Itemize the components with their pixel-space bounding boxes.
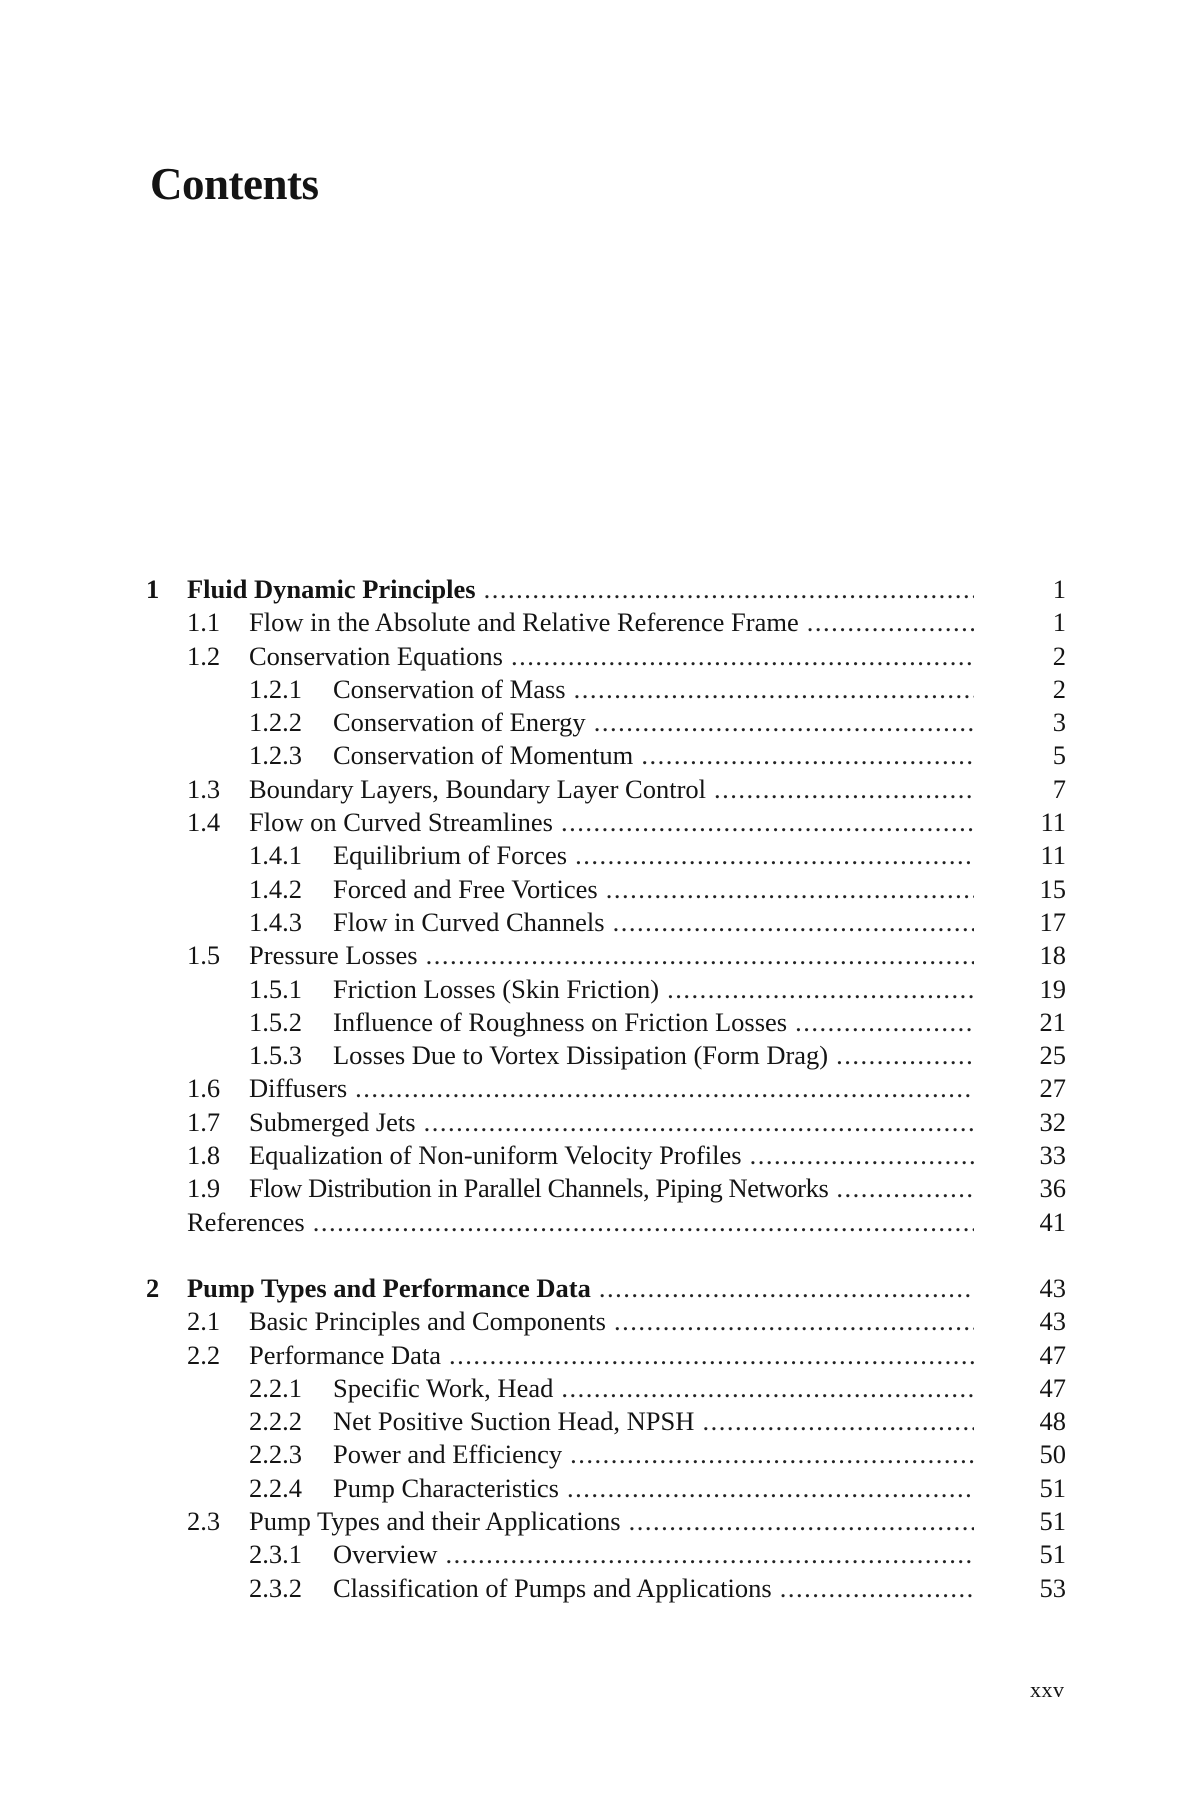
toc-page-number: 43	[1039, 1272, 1066, 1303]
toc-page-number: 53	[1039, 1572, 1066, 1603]
dot-leader	[667, 973, 974, 1006]
dot-leader	[594, 706, 974, 739]
toc-number: 1.4.3	[249, 906, 302, 937]
toc-subsection-1-4-2[interactable]	[146, 873, 1066, 906]
toc-section-1-3[interactable]	[146, 773, 1066, 806]
toc-section-2-1[interactable]	[146, 1305, 1066, 1338]
dot-leader	[449, 1339, 974, 1372]
toc-number: 1.5.3	[249, 1040, 302, 1071]
dot-leader	[836, 1172, 974, 1205]
toc-section-1-5[interactable]	[146, 939, 1066, 972]
dot-leader	[426, 939, 974, 972]
dot-leader	[574, 673, 974, 706]
toc-title: Pressure Losses	[249, 940, 418, 971]
toc-subsection-1-5-1[interactable]	[146, 973, 1066, 1006]
dot-leader	[599, 1272, 974, 1305]
toc-number: 2.2.1	[249, 1372, 302, 1403]
dot-leader	[570, 1438, 974, 1471]
toc-page-number: 17	[1039, 906, 1066, 937]
toc-title: Classification of Pumps and Applications	[333, 1572, 772, 1603]
toc-section-1-1[interactable]	[146, 606, 1066, 639]
toc-number: 1.4.2	[249, 873, 302, 904]
toc-page-number: 51	[1039, 1506, 1066, 1537]
toc-subsection-2-2-2[interactable]	[146, 1405, 1066, 1438]
toc-title: Basic Principles and Components	[249, 1306, 606, 1337]
dot-leader	[780, 1572, 974, 1605]
toc-section-1-2[interactable]	[146, 640, 1066, 673]
toc-page-number: 51	[1039, 1472, 1066, 1503]
toc-number: 2.3.2	[249, 1572, 302, 1603]
dot-leader	[561, 1372, 974, 1405]
toc-title: Specific Work, Head	[333, 1372, 554, 1403]
toc-title: Equilibrium of Forces	[333, 840, 568, 871]
dot-leader	[714, 773, 974, 806]
toc-section-1-7[interactable]	[146, 1106, 1066, 1139]
dot-leader	[424, 1106, 974, 1139]
toc-subsection-1-5-2[interactable]	[146, 1006, 1066, 1039]
toc-number: 1.3	[187, 773, 221, 804]
toc-page-number: 47	[1039, 1339, 1066, 1370]
toc-section-1-8[interactable]	[146, 1139, 1066, 1172]
toc-number: 2.2	[187, 1339, 221, 1370]
toc-page-number: 21	[1039, 1006, 1066, 1037]
toc-subsection-2-3-1[interactable]	[146, 1538, 1066, 1571]
toc-page-number: 43	[1039, 1306, 1066, 1337]
toc-title: Friction Losses (Skin Friction)	[333, 973, 660, 1004]
toc-subsection-1-2-1[interactable]	[146, 673, 1066, 706]
toc-title: Conservation of Mass	[333, 673, 566, 704]
dot-leader	[567, 1472, 974, 1505]
toc-section-2-2[interactable]	[146, 1339, 1066, 1372]
toc-title: Pump Types and their Applications	[249, 1506, 621, 1537]
toc-number: 2.2.3	[249, 1439, 302, 1470]
toc-page-number: 27	[1039, 1073, 1066, 1104]
toc-title: Diffusers	[249, 1073, 348, 1104]
toc-title: Conservation of Momentum	[333, 740, 634, 771]
toc-title: Pump Types and Performance Data	[187, 1272, 591, 1303]
toc-page-number: 48	[1039, 1406, 1066, 1437]
toc-number: 2.2.2	[249, 1406, 302, 1437]
toc-section-1-4[interactable]	[146, 806, 1066, 839]
toc-page-number: 25	[1039, 1040, 1066, 1071]
toc-section-1-6[interactable]	[146, 1072, 1066, 1105]
toc-chapter-2[interactable]	[146, 1272, 1066, 1305]
dot-leader	[575, 839, 974, 872]
toc-title: Fluid Dynamic Principles	[187, 574, 476, 604]
toc-subsection-2-2-1[interactable]	[146, 1372, 1066, 1405]
dot-leader	[641, 739, 974, 772]
toc-number: 1.5.2	[249, 1006, 302, 1037]
toc-number: 2.3	[187, 1506, 221, 1537]
dot-leader	[836, 1039, 974, 1072]
toc-number: 1.4	[187, 807, 221, 838]
toc-page-number: 41	[1039, 1206, 1066, 1237]
dot-leader	[446, 1538, 975, 1571]
toc-number: 1.2.3	[249, 740, 302, 771]
toc-section-2-3[interactable]	[146, 1505, 1066, 1538]
toc-page-number: 18	[1039, 940, 1066, 971]
toc-title: Flow Distribution in Parallel Channels, Piping Networks	[249, 1173, 829, 1204]
toc-page-number: 51	[1039, 1539, 1066, 1570]
toc-page-number: 50	[1039, 1439, 1066, 1470]
toc-title: Influence of Roughness on Friction Losses	[333, 1006, 788, 1037]
toc-page-number: 11	[1040, 807, 1066, 838]
toc-number: 1.6	[187, 1073, 221, 1104]
toc-page-number: 19	[1039, 973, 1066, 1004]
toc-title: Power and Efficiency	[333, 1439, 563, 1470]
toc-page-number: 36	[1039, 1173, 1066, 1204]
toc-number: 1.2.2	[249, 707, 302, 738]
toc-title: Submerged Jets	[249, 1106, 416, 1137]
toc-title: Overview	[333, 1539, 438, 1570]
toc-number: 1.9	[187, 1173, 221, 1204]
toc-number: 1.7	[187, 1106, 221, 1137]
toc-number: 2.1	[187, 1306, 221, 1337]
toc-title: Boundary Layers, Boundary Layer Control	[249, 773, 707, 804]
toc-page-number: 11	[1040, 840, 1066, 871]
toc-subsection-1-2-2[interactable]	[146, 706, 1066, 739]
toc-page-number: 3	[1052, 707, 1066, 738]
dot-leader	[355, 1072, 974, 1105]
toc-number: 1.8	[187, 1140, 221, 1171]
toc-page-number: 33	[1039, 1140, 1066, 1171]
toc-number: 1.5	[187, 940, 221, 971]
toc-title: References	[187, 1206, 305, 1237]
toc-chapter-1[interactable]	[146, 573, 1066, 606]
dot-leader	[702, 1405, 974, 1438]
toc-subsection-1-4-3[interactable]	[146, 906, 1066, 939]
toc-title: Performance Data	[249, 1339, 442, 1370]
toc-subsection-2-2-4[interactable]	[146, 1472, 1066, 1505]
dot-leader	[313, 1206, 974, 1239]
toc-number: 1.5.1	[249, 973, 302, 1004]
toc-page-number: 47	[1039, 1372, 1066, 1403]
table-of-contents	[146, 573, 1066, 1605]
toc-number: 2.3.1	[249, 1539, 302, 1570]
toc-subsection-2-3-2[interactable]	[146, 1572, 1066, 1605]
toc-number: 1.2	[187, 640, 221, 671]
toc-title: Flow in the Absolute and Relative Reference Frame	[249, 607, 799, 638]
dot-leader	[750, 1139, 974, 1172]
toc-title: Equalization of Non-uniform Velocity Profiles	[249, 1140, 742, 1171]
toc-title: Conservation of Energy	[333, 707, 586, 738]
toc-subsection-1-5-3[interactable]	[146, 1039, 1066, 1072]
toc-section-1-9[interactable]	[146, 1172, 1066, 1205]
toc-page-number: 7	[1052, 773, 1066, 804]
toc-title: Losses Due to Vortex Dissipation (Form Drag)	[333, 1040, 829, 1071]
dot-leader	[807, 606, 974, 639]
toc-page-number: 1	[1052, 607, 1066, 638]
toc-page-number: 1	[1052, 574, 1066, 604]
page-title: Contents	[150, 159, 319, 209]
toc-number: 2	[146, 1272, 160, 1303]
toc-page-number: 15	[1039, 873, 1066, 904]
toc-page-number: 2	[1052, 640, 1066, 671]
toc-number: 1.2.1	[249, 673, 302, 704]
toc-references-1[interactable]	[146, 1206, 1066, 1239]
dot-leader	[484, 573, 974, 606]
toc-subsection-2-2-3[interactable]	[146, 1438, 1066, 1471]
dot-leader	[511, 640, 974, 673]
toc-subsection-1-2-3[interactable]	[146, 739, 1066, 772]
page-folio: xxv	[1030, 1677, 1065, 1702]
toc-title: Net Positive Suction Head, NPSH	[333, 1406, 695, 1437]
toc-page-number: 32	[1039, 1106, 1066, 1137]
dot-leader	[613, 906, 974, 939]
toc-subsection-1-4-1[interactable]	[146, 839, 1066, 872]
toc-number: 1.4.1	[249, 840, 302, 871]
toc-title: Pump Characteristics	[333, 1472, 559, 1503]
dot-leader	[606, 873, 974, 906]
toc-number: 1.1	[187, 607, 221, 638]
toc-title: Conservation Equations	[249, 640, 503, 671]
dot-leader	[629, 1505, 974, 1538]
dot-leader	[795, 1006, 974, 1039]
toc-page-number: 5	[1052, 740, 1066, 771]
toc-title: Flow in Curved Channels	[333, 906, 605, 937]
toc-number: 1	[146, 574, 160, 604]
toc-page-number: 2	[1052, 673, 1066, 704]
toc-number: 2.2.4	[249, 1472, 302, 1503]
toc-title: Forced and Free Vortices	[333, 873, 598, 904]
dot-leader	[614, 1305, 974, 1338]
toc-title: Flow on Curved Streamlines	[249, 807, 553, 838]
dot-leader	[561, 806, 974, 839]
